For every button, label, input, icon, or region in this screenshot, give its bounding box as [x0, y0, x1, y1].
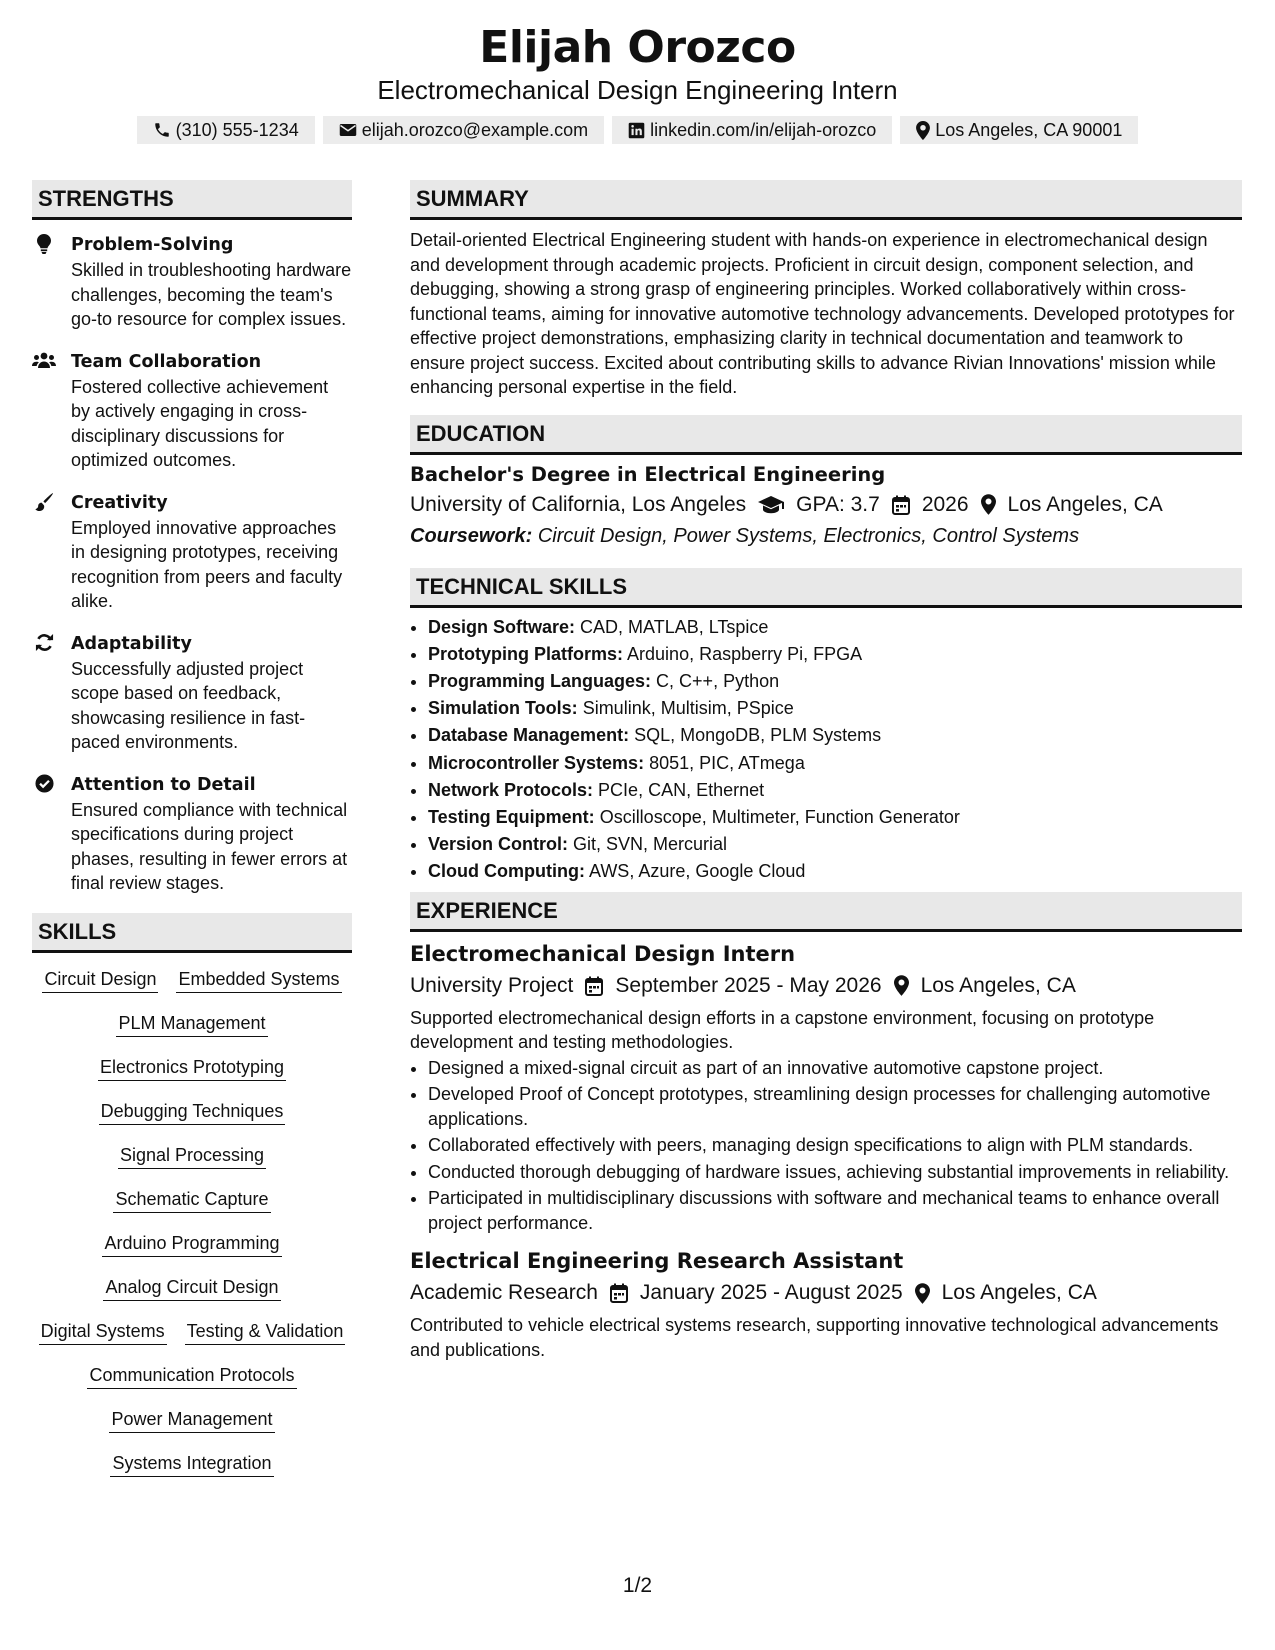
- job-description: Supported electromechanical design efforts in a capstone environment, focusing on prototype development and testing methodologies.: [410, 1007, 1155, 1053]
- skill-values: PCIe, CAN, Ethernet: [598, 779, 765, 800]
- strength-title: Attention to Detail: [71, 774, 256, 795]
- strength-title: Problem-Solving: [71, 235, 234, 255]
- coursework-list: Circuit Design, Power Systems, Electronics, Control Systems: [537, 524, 1080, 547]
- strength-desc: Skilled in troubleshooting hardware challenges, becoming the team's go-to resource for complex issues.: [71, 260, 352, 329]
- skill-values: Git, SVN, Mercurial: [573, 834, 728, 855]
- job-meta: [410, 970, 1242, 1002]
- skill-values: AWS, Azure, Google Cloud: [588, 861, 806, 882]
- lightbulb-icon: [32, 234, 56, 254]
- list-item: • Designed a mixed-signal circuit as part of an innovative automotive capstone project.: [428, 1056, 1242, 1081]
- skill-tag: Systems Integration: [110, 1450, 273, 1477]
- skill-values: CAD, MATLAB, LTspice: [580, 616, 769, 637]
- strength-desc: Ensured compliance with technical specifications during project phases, resulting in fewer errors at final review stages.: [71, 799, 348, 893]
- list-item: • Collaborated effectively with peers, managing design specifications to align with PLM standards.: [428, 1133, 1242, 1158]
- envelope-icon: [339, 122, 357, 138]
- job-dates: January 2025 - August 2025: [639, 1281, 903, 1305]
- strengths-list: [32, 232, 352, 896]
- graduation-cap-icon: [758, 496, 784, 514]
- skill-category: Prototyping Platforms:: [428, 643, 624, 664]
- job-location: Los Angeles, CA: [920, 973, 1076, 997]
- list-item: [428, 695, 1242, 722]
- phone-text: (310) 555-1234: [175, 120, 299, 140]
- linkedin-text: linkedin.com/in/elijah-orozco: [650, 120, 877, 140]
- experience-section: [410, 892, 1242, 1363]
- candidate-title: Electromechanical Design Engineering Intern: [377, 75, 898, 105]
- skill-values: Oscilloscope, Multimeter, Function Generator: [599, 806, 960, 827]
- job-org: Academic Research: [410, 1281, 598, 1305]
- job-location: Los Angeles, CA: [941, 1281, 1097, 1305]
- skill-tag: Analog Circuit Design: [103, 1274, 280, 1301]
- contact-location: [900, 116, 1138, 144]
- check-circle-icon: [32, 774, 56, 794]
- job-entry: [410, 1245, 1242, 1362]
- technical-skills-heading: TECHNICAL SKILLS: [410, 568, 1242, 608]
- skill-category: Version Control:: [428, 834, 569, 855]
- skills-heading: SKILLS: [32, 913, 352, 953]
- right-column: [410, 180, 1242, 1362]
- calendar-icon: [585, 976, 603, 996]
- job-bullets: [410, 1056, 1242, 1236]
- contact-email[interactable]: [323, 116, 604, 144]
- job-entry: [410, 938, 1242, 1236]
- education-heading: EDUCATION: [410, 415, 1242, 455]
- job-description: Contributed to vehicle electrical systems research, supporting innovative technological advancements and publications.: [410, 1315, 1219, 1360]
- summary-text: Detail-oriented Electrical Engineering student with hands-on experience in electromechanical design and development through academic projects. Proficient in circuit design, component selection, and debugging, showing a strong grasp of engineering principles. Worked collaboratively within cross-functional teams, aiming for innovative automotive technology advancements. Developed prototypes for effective project demonstrations, emphasizing clarity in technical documentation and teamwork to ensure project success. Excited about contributing skills to advance Rivian Innovations' mission while enhancing personal expertise in the field.: [410, 230, 1235, 397]
- skill-tag: Schematic Capture: [113, 1186, 270, 1213]
- strength-title: Adaptability: [71, 633, 192, 654]
- skill-values: SQL, MongoDB, PLM Systems: [634, 725, 882, 746]
- resume-header: [0, 0, 1275, 144]
- list-item: • Conducted thorough debugging of hardware issues, achieving substantial improvements in reliability.: [428, 1160, 1242, 1185]
- phone-icon: [153, 121, 171, 139]
- skill-values: 8051, PIC, ATmega: [649, 752, 805, 773]
- users-icon: [32, 351, 56, 371]
- location-text: Los Angeles, CA 90001: [935, 120, 1123, 140]
- graduation-year: 2026: [921, 492, 969, 516]
- strength-desc: Employed innovative approaches in designing prototypes, receiving recognition from peers and faculty alike.: [71, 517, 343, 611]
- calendar-icon: [610, 1283, 628, 1303]
- skill-category: Network Protocols:: [428, 779, 594, 800]
- email-text: elijah.orozco@example.com: [361, 120, 589, 140]
- strength-title: Team Collaboration: [71, 351, 262, 372]
- summary-heading: SUMMARY: [410, 180, 1242, 220]
- list-item: [428, 858, 1242, 885]
- skill-tag: Electronics Prototyping: [98, 1054, 286, 1081]
- list-item: [428, 804, 1242, 831]
- skill-tag: Signal Processing: [118, 1142, 266, 1169]
- skill-tag: Power Management: [109, 1406, 274, 1433]
- technical-skills-section: [410, 568, 1242, 886]
- page-number: 1/2: [622, 1574, 653, 1597]
- job-dates: September 2025 - May 2026: [615, 973, 882, 997]
- skill-tag: Embedded Systems: [176, 966, 341, 993]
- skill-tag: Debugging Techniques: [99, 1098, 286, 1125]
- job-meta: [410, 1277, 1242, 1309]
- list-item: • Participated in multidisciplinary discussions with software and mechanical teams to enhance overall project performance.: [428, 1186, 1242, 1235]
- map-marker-icon: [916, 121, 930, 140]
- education-meta: [410, 489, 1242, 521]
- strength-item: [32, 232, 352, 332]
- list-item: [428, 668, 1242, 695]
- strength-desc: Fostered collective achievement by actively engaging in cross-disciplinary discussions for optimized outcomes.: [71, 376, 329, 470]
- strength-title: Creativity: [71, 492, 168, 513]
- list-item: [428, 641, 1242, 668]
- map-marker-icon: [894, 975, 909, 996]
- skill-category: Design Software:: [428, 616, 576, 637]
- coursework-line: [410, 521, 1242, 551]
- contact-phone[interactable]: [137, 116, 315, 144]
- map-marker-icon: [981, 494, 996, 515]
- map-marker-icon: [915, 1283, 930, 1304]
- degree-title: Bachelor's Degree in Electrical Engineering: [410, 462, 886, 486]
- strength-item: [32, 490, 352, 614]
- education-location: Los Angeles, CA: [1007, 492, 1163, 516]
- skill-category: Cloud Computing:: [428, 861, 585, 882]
- skill-tag: Arduino Programming: [102, 1230, 281, 1257]
- strength-item: [32, 349, 352, 473]
- linkedin-icon: [628, 122, 645, 139]
- skill-tag: PLM Management: [116, 1010, 267, 1037]
- skill-values: C, C++, Python: [656, 670, 780, 691]
- skill-category: Testing Equipment:: [428, 806, 595, 827]
- paintbrush-icon: [32, 492, 56, 512]
- skill-tag: Testing & Validation: [185, 1318, 346, 1345]
- sync-icon: [32, 633, 56, 653]
- skill-category: Database Management:: [428, 725, 630, 746]
- list-item: [428, 750, 1242, 777]
- contact-linkedin[interactable]: [612, 116, 892, 144]
- list-item: [428, 614, 1242, 641]
- skill-category: Simulation Tools:: [428, 698, 578, 719]
- candidate-name: Elijah Orozco: [479, 22, 796, 73]
- job-title: Electrical Engineering Research Assistant: [410, 1249, 904, 1274]
- skill-values: Simulink, Multisim, PSpice: [582, 698, 794, 719]
- list-item: [428, 722, 1242, 749]
- experience-heading: EXPERIENCE: [410, 892, 1242, 932]
- strengths-heading: STRENGTHS: [32, 180, 352, 220]
- strength-desc: Successfully adjusted project scope based on feedback, showcasing resilience in fast-paced environments.: [71, 658, 306, 752]
- list-item: [428, 831, 1242, 858]
- gpa-text: GPA: 3.7: [796, 492, 880, 516]
- coursework-label: Coursework:: [410, 524, 533, 547]
- strength-item: [32, 772, 352, 896]
- left-column: [32, 180, 352, 1477]
- skill-category: Programming Languages:: [428, 670, 652, 691]
- education-section: [410, 415, 1242, 551]
- technical-skills-list: [410, 614, 1242, 886]
- skill-tag: Digital Systems: [39, 1318, 167, 1345]
- list-item: [428, 777, 1242, 804]
- job-title: Electromechanical Design Intern: [410, 941, 796, 966]
- skill-tag: Circuit Design: [42, 966, 158, 993]
- list-item: • Developed Proof of Concept prototypes, streamlining design processes for challenging automotive applications.: [428, 1082, 1242, 1131]
- skill-tag: Communication Protocols: [87, 1362, 296, 1389]
- school-name: University of California, Los Angeles: [410, 492, 747, 516]
- skill-category: Microcontroller Systems:: [428, 752, 645, 773]
- contact-bar: [0, 116, 1275, 144]
- calendar-icon: [892, 495, 910, 515]
- skills-cloud: [32, 966, 352, 1477]
- job-org: University Project: [410, 973, 574, 997]
- skill-values: Arduino, Raspberry Pi, FPGA: [627, 643, 863, 664]
- strength-item: [32, 631, 352, 755]
